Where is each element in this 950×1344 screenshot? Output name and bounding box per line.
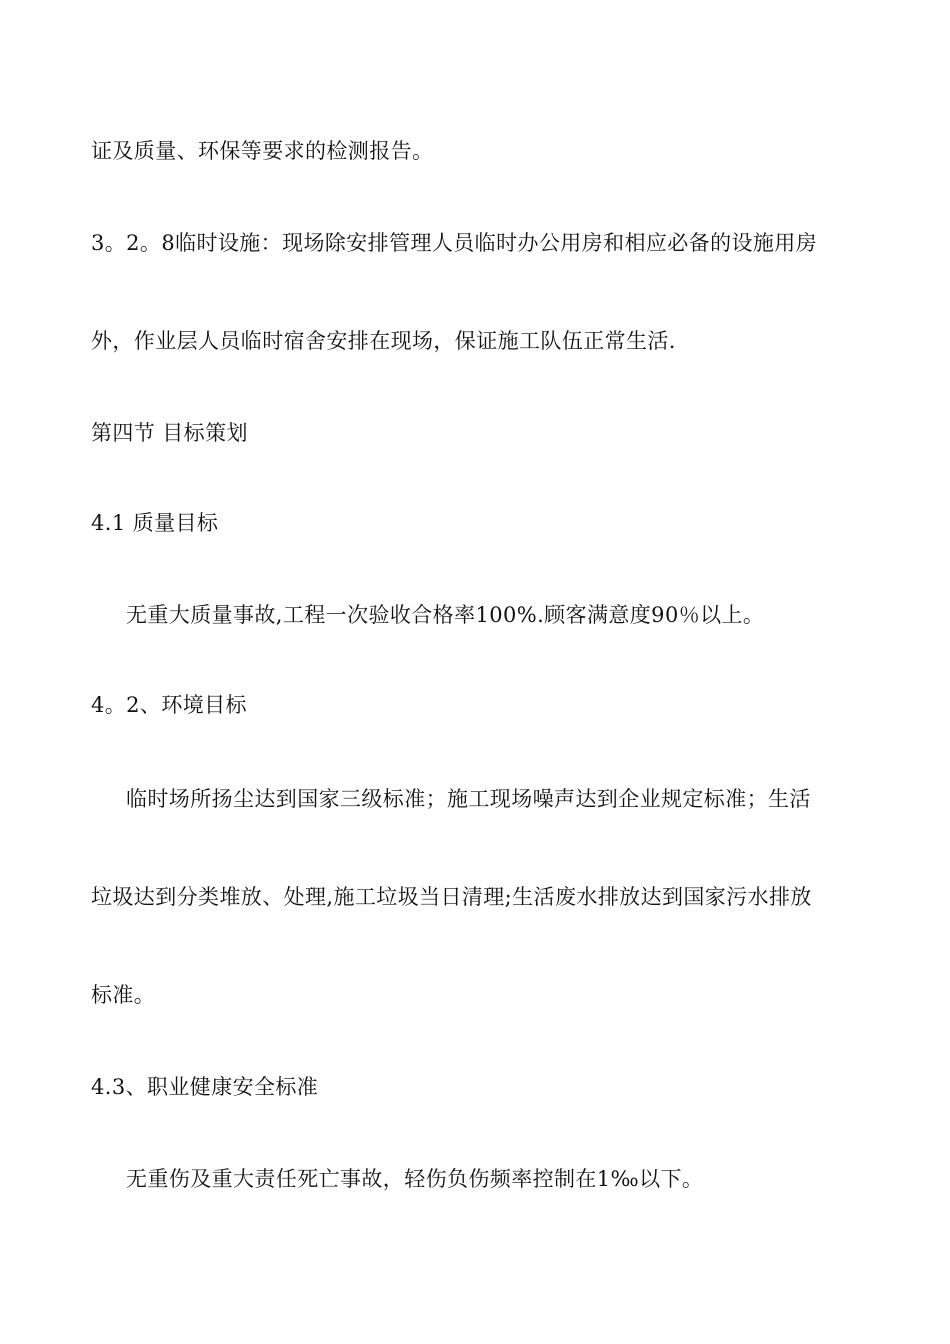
paragraph-line: 证及质量、环保等要求的检测报告。 <box>91 139 434 163</box>
paragraph-line: 标准。 <box>91 983 156 1007</box>
paragraph-line: 无重伤及重大责任死亡事故，轻伤负伤频率控制在1‰以下。 <box>126 1167 704 1191</box>
subsection-heading: 4。2、环境目标 <box>91 693 247 717</box>
section-heading: 第四节 目标策划 <box>91 421 248 445</box>
paragraph-line: 垃圾达到分类堆放、处理,施工垃圾当日清理;生活废水排放达到国家污水排放 <box>91 885 812 909</box>
paragraph-line: 临时场所扬尘达到国家三级标准；施工现场噪声达到企业规定标准；生活 <box>126 787 811 811</box>
subsection-heading: 4.3、职业健康安全标准 <box>91 1075 319 1099</box>
paragraph-line: 3。2。8临时设施：现场除安排管理人员临时办公用房和相应必备的设施用房 <box>91 231 818 255</box>
paragraph-line: 外，作业层人员临时宿舍安排在现场，保证施工队伍正常生活. <box>91 329 676 353</box>
paragraph-line: 无重大质量事故,工程一次验收合格率100%.顾客满意度90％以上。 <box>126 603 765 627</box>
subsection-heading: 4.1 质量目标 <box>91 511 219 535</box>
